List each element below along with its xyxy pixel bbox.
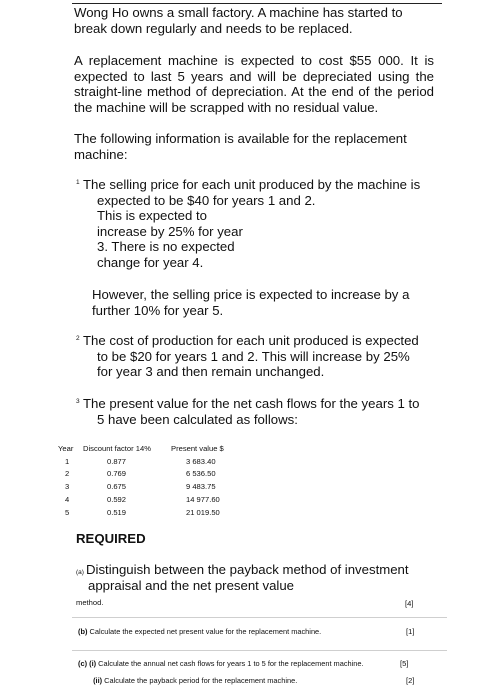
- divider: [72, 617, 447, 618]
- header-discount-factor: Discount factor 14%: [83, 444, 151, 453]
- marks-b: [1]: [406, 627, 415, 636]
- table-header-row: [58, 443, 241, 456]
- question-label: (a): [76, 569, 84, 576]
- info-paragraph: The following information is available for the replacement machine:: [74, 131, 407, 162]
- table-row: 3 0.675 9 483.75: [65, 482, 216, 492]
- document-page: Wong Ho owns a small factory. A machine has started to break down regularly and needs to be replaced. A replacement machine is expected to cost $55 000. It is expected to last 5 years and will be depreciated using the straight-line method of depreciation. At the end of the period the machine will be scrapped with no residual value. The following information is available for the replacement machine: 1 The selling price for each unit produced by the machine is expected to be $40 for years 1 and 2. This is expected to increase by 25% for year 3. There is no expected change for year 4. However, the selling price is expected to increase by a further 10% for year 5. 2 The cost of production for each unit produced is expected to be $20 for years 1 and 2. This will increase by 25% for year 3 and then remain unchanged. 3 The present value for the net cash flows for the years 1 to 5 have been calculated as follows: Year Discount factor 14% Present value $ 1 0.877 3 683.40 2 0.769 6 536.50 3 0.675 9 483.75 4 0.592 14 977.60 5 0.519 21 019.50 REQUIRED (a) Distinguish between the payback method of investment appraisal and the net present value method. [4] (b) Calculate the expected net present value for the replacement machine. [1] (c) (i) Calculate the annual net cash flows for years 1 to 5 for the replacement machine. [5] (ii) Calculate the payback period for the replacement machine. [2]: [0, 0, 492, 700]
- sub-question-label: (ii): [93, 676, 103, 685]
- question-c-i: (c) (i) Calculate the annual net cash flows for years 1 to 5 for the replacement machine.: [78, 659, 364, 668]
- required-heading: REQUIRED: [76, 531, 146, 546]
- present-value-table: [58, 443, 241, 519]
- question-c-ii: (ii) Calculate the payback period for the replacement machine.: [93, 676, 298, 685]
- intro-paragraph: Wong Ho owns a small factory. A machine has started to break down regularly and needs to be replaced.: [74, 5, 403, 36]
- list-item-number: 3: [76, 398, 80, 405]
- marks-c-ii: [2]: [406, 676, 415, 685]
- however-paragraph: However, the selling price is expected to increase by a further 10% for year 5.: [92, 287, 410, 318]
- table-row: 2 0.769 6 536.50: [65, 469, 216, 479]
- question-b: (b) Calculate the expected net present value for the replacement machine.: [78, 627, 322, 636]
- list-item-number: 1: [76, 179, 80, 186]
- header-present-value: Present value $: [171, 444, 224, 453]
- list-item-number: 2: [76, 335, 80, 342]
- table-row: 1 0.877 3 683.40: [65, 456, 216, 466]
- sub-question-label: (i): [89, 659, 97, 668]
- table-row: 5 0.519 21 019.50: [65, 507, 220, 517]
- table-row: 4 0.592 14 977.60: [65, 494, 220, 504]
- machine-cost-paragraph: A replacement machine is expected to cost $55 000. It is expected to last 5 years and will be depreciated using the straight-line method of depreciation. At the end of the period the machine will be scrapped with no residual value.: [74, 53, 434, 115]
- top-rule: [72, 3, 442, 4]
- marks-a: [4]: [405, 599, 414, 608]
- question-label: (b): [78, 627, 88, 636]
- marks-c-i: [5]: [400, 659, 409, 668]
- question-label: (c): [78, 659, 88, 668]
- divider: [72, 650, 447, 651]
- header-year: Year: [58, 444, 74, 453]
